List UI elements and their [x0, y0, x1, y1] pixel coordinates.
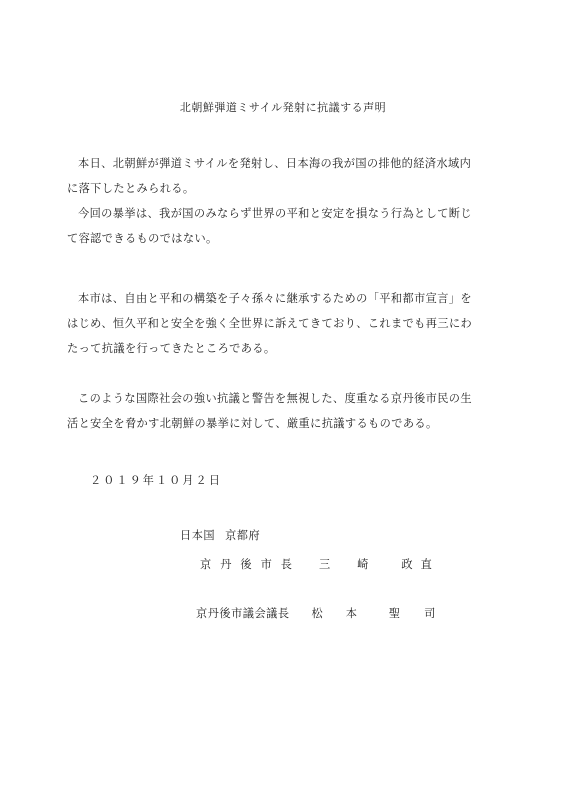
assembly-chair-name-char: 本: [345, 607, 357, 620]
assembly-chair-name-char: 聖: [388, 607, 401, 620]
statement-date: ２０１９年１０月２日: [90, 474, 222, 487]
mayor-name-char: 崎: [357, 558, 369, 571]
paragraph-line: このような国際社会の強い抗議と警告を無視した、度重なる京丹後市民の生: [78, 392, 472, 405]
mayor-title: 京丹後市長: [200, 558, 301, 571]
prefecture-name: 京都府: [225, 529, 261, 542]
mayor-name-char: 三: [318, 558, 331, 571]
mayor-name-char: 直: [420, 558, 432, 571]
signature-assembly-chair: [196, 605, 435, 621]
signature-organization: [180, 527, 260, 543]
paragraph-3: [67, 286, 507, 361]
country-name: 日本国: [180, 529, 216, 542]
paragraph-line: に落下したとみられる。: [67, 182, 195, 195]
paragraph-2: [67, 201, 507, 251]
paragraph-line: 活と安全を脅かす北朝鮮の暴挙に対して、厳重に抗議するものである。: [67, 417, 438, 430]
paragraph-line: はじめ、恒久平和と安全を強く全世界に訴えてきており、これまでも再三にわ: [67, 317, 473, 330]
paragraph-line: 本市は、自由と平和の構築を子々孫々に継承するための「平和都市宣言」を: [78, 292, 472, 305]
paragraph-line: て容認できるものではない。: [67, 232, 218, 245]
document-title: 北朝鮮弾道ミサイル発射に抗議する声明: [179, 101, 387, 114]
signature-mayor: [200, 556, 432, 572]
assembly-chair-name-char: 松: [311, 607, 323, 620]
paragraph-1: [67, 151, 507, 201]
paragraph-line: 今回の暴挙は、我が国のみならず世界の平和と安定を損なう行為として断じ: [78, 207, 472, 220]
paragraph-4: [67, 386, 507, 436]
paragraph-line: たって抗議を行ってきたところである。: [67, 342, 276, 355]
paragraph-line: 本日、北朝鮮が弾道ミサイルを発射し、日本海の我が国の排他的経済水域内: [78, 157, 472, 170]
mayor-name-char: 政: [401, 558, 413, 571]
assembly-chair-title: 京丹後市議会議長: [196, 607, 290, 620]
assembly-chair-name-char: 司: [424, 607, 436, 620]
